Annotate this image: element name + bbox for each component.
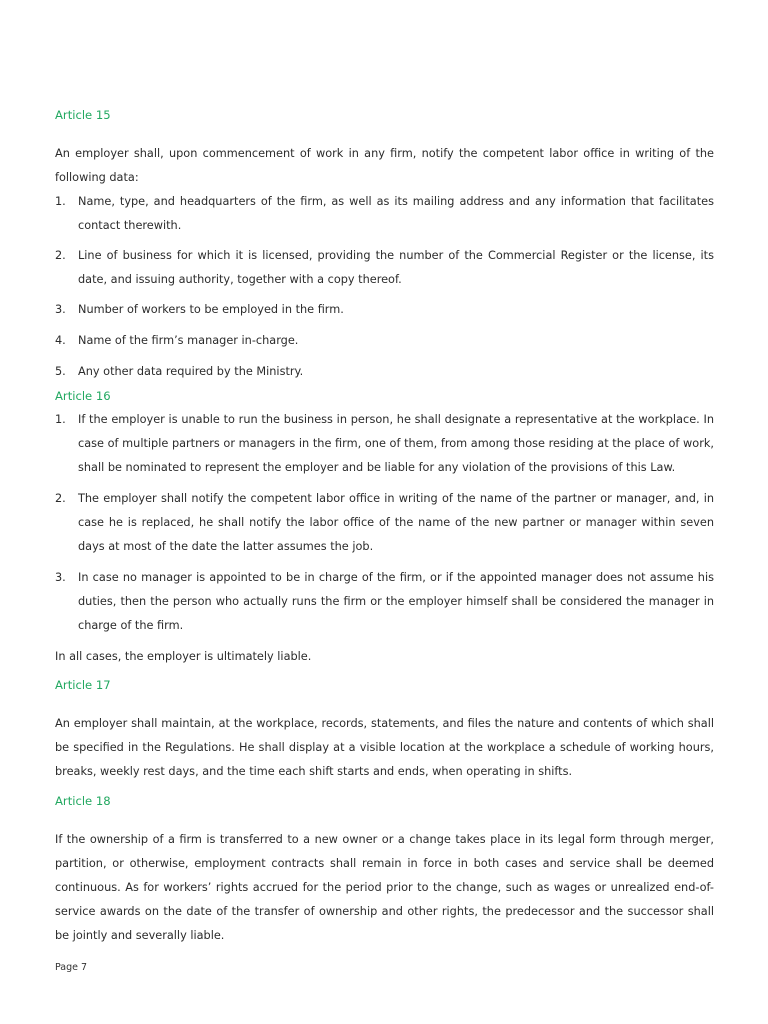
- list-number: 5.: [55, 365, 66, 378]
- list-number: 3.: [55, 303, 66, 316]
- list-item-text: If the employer is unable to run the business in person, he shall designate a representative at the workplace. In case of multiple partners or managers in the firm, one of them, from among those residing at the place of work, shall be nominated to represent the employer and be liable for any violation of the provisions of this Law.: [78, 413, 714, 474]
- article-15-list: [55, 190, 714, 384]
- article-16-closing: In all cases, the employer is ultimately liable.: [55, 650, 312, 663]
- article-16-heading: Article 16: [55, 389, 111, 403]
- article-16-list: [55, 408, 714, 638]
- list-item: [55, 329, 714, 353]
- page-number: Page 7: [55, 962, 88, 973]
- list-item: [55, 298, 714, 322]
- list-number: 3.: [55, 571, 66, 584]
- list-item: [55, 360, 714, 384]
- article-17-body: An employer shall maintain, at the workplace, records, statements, and files the nature and contents of which shall be specified in the Regulations. He shall display at a visible location at the workplace a schedule of working hours, breaks, weekly rest days, and the time each shift starts and ends, when operating in shifts.: [55, 717, 714, 778]
- article-15-intro: An employer shall, upon commencement of work in any firm, notify the competent labor office in writing of the following data:: [55, 147, 714, 184]
- article-18-heading: Article 18: [55, 794, 111, 808]
- list-number: 2.: [55, 249, 66, 262]
- list-item-text: Name of the firm’s manager in-charge.: [78, 334, 299, 347]
- article-15-heading: Article 15: [55, 108, 111, 122]
- list-item-text: In case no manager is appointed to be in charge of the firm, or if the appointed manager does not assume his duties, then the person who actually runs the firm or the employer himself shall be considered the manager in charge of the firm.: [78, 571, 714, 632]
- list-item-text: Name, type, and headquarters of the firm, as well as its mailing address and any information that facilitates contact therewith.: [78, 195, 714, 232]
- list-number: 1.: [55, 413, 66, 426]
- article-18-body: If the ownership of a firm is transferred to a new owner or a change takes place in its legal form through merger, partition, or otherwise, employment contracts shall remain in force in both cases and service shall be deemed continuous. As for workers’ rights accrued for the period prior to the change, such as wages or unrealized end-of-service awards on the date of the transfer of ownership and other rights, the predecessor and the successor shall be jointly and severally liable.: [55, 833, 714, 942]
- list-item-text: The employer shall notify the competent labor office in writing of the name of the partner or manager, and, in case he is replaced, he shall notify the labor office of the name of the new partner or manager within seven days at most of the date the latter assumes the job.: [78, 492, 714, 553]
- document-page: [55, 106, 714, 948]
- article-17-heading: Article 17: [55, 678, 111, 692]
- list-item-text: Any other data required by the Ministry.: [78, 365, 304, 378]
- list-number: 2.: [55, 492, 66, 505]
- list-number: 1.: [55, 195, 66, 208]
- list-item: [55, 566, 714, 638]
- list-item: [55, 408, 714, 480]
- list-item: [55, 244, 714, 292]
- list-item-text: Line of business for which it is licensed, providing the number of the Commercial Register or the license, its date, and issuing authority, together with a copy thereof.: [78, 249, 714, 286]
- list-item: [55, 487, 714, 559]
- list-number: 4.: [55, 334, 66, 347]
- list-item: [55, 190, 714, 238]
- list-item-text: Number of workers to be employed in the firm.: [78, 303, 344, 316]
